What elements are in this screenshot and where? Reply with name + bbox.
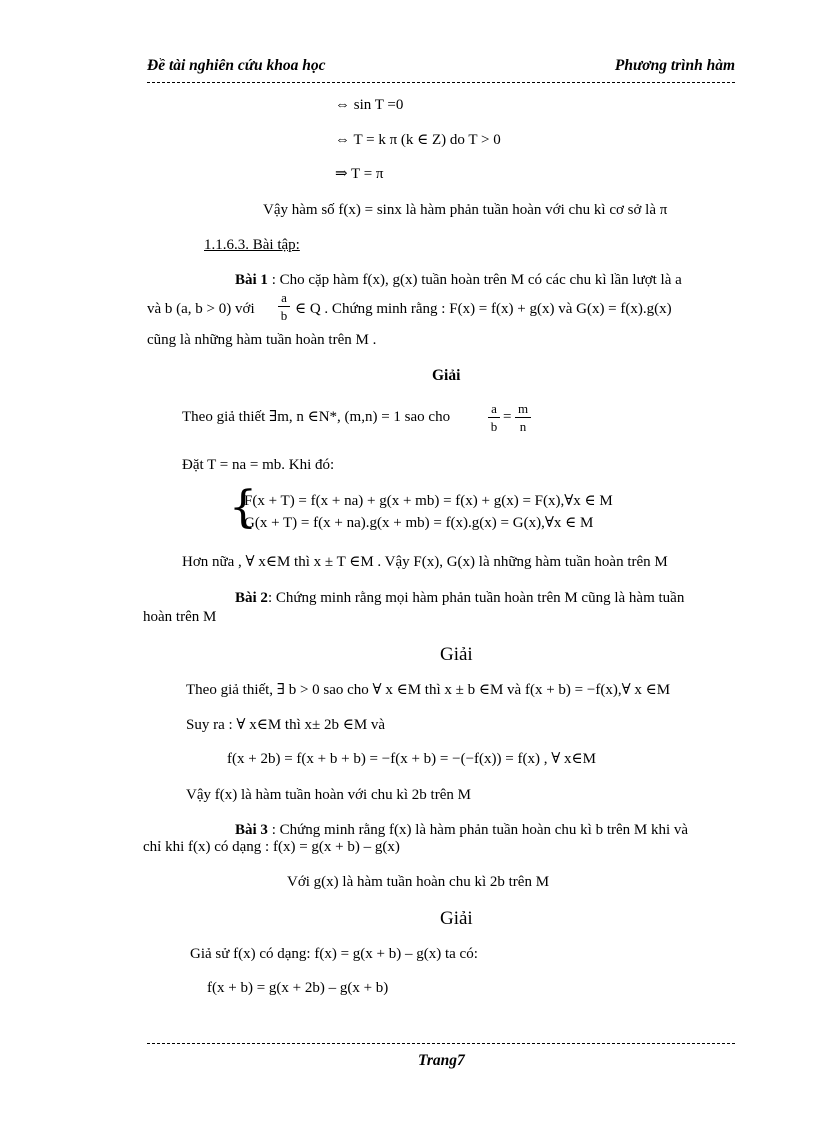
f-x-plus-b-equation: f(x + b) = g(x + 2b) – g(x + b) xyxy=(207,980,389,996)
exercise-1-line-2a: và b (a, b > 0) với xyxy=(147,301,255,317)
exercise-3-line-1: Bài 3 : Chứng minh rằng f(x) là hàm phản tuần hoàn chu kì b trên M khi và xyxy=(235,822,689,838)
header-subject: Phương trình hàm xyxy=(614,57,735,74)
given-line-2: Theo giả thiết, ∃ b > 0 sao cho ∀ x ∈M thì x ± b ∈M và f(x + b) = −f(x),∀ x ∈M xyxy=(186,682,671,698)
solution-heading-3: Giải xyxy=(440,908,473,929)
exercise-1-label: Bài 1 xyxy=(235,272,268,288)
equivalence-line-2: ⇔ T = k π (k ∈ Z) do T > 0 xyxy=(335,132,501,148)
section-heading: 1.1.6.3. Bài tập: xyxy=(204,237,300,253)
suppose-line: Giả sử f(x) có dạng: f(x) = g(x + b) – g(x) ta có: xyxy=(190,946,478,962)
footer-divider xyxy=(147,1043,735,1044)
equivalence-line-1: ⇔ sin T =0 xyxy=(335,97,404,113)
exercise-2-line-1: Bài 2: Chứng minh rằng mọi hàm phản tuần hoàn trên M cũng là hàm tuần xyxy=(235,590,685,606)
fraction-m-over-n: m n xyxy=(515,402,531,433)
exercise-1-line-2b: ∈ Q . Chứng minh rằng : F(x) = f(x) + g(x) và G(x) = f(x).g(x) xyxy=(295,301,672,317)
system-brace: { xyxy=(229,482,257,533)
solution-heading-1: Giải xyxy=(432,367,461,384)
exercise-3-label: Bài 3 xyxy=(235,822,268,838)
fraction-a-over-b-2: a b xyxy=(488,402,500,433)
define-T-line: Đặt T = na = mb. Khi đó: xyxy=(182,457,335,473)
conclusion-2-line: Vậy f(x) là hàm tuần hoàn với chu kì 2b trên M xyxy=(186,787,471,803)
f-2b-equation: f(x + 2b) = f(x + b + b) = −f(x + b) = −(−f(x)) = f(x) , ∀ x∈M xyxy=(227,751,596,767)
with-g-line: Với g(x) là hàm tuần hoàn chu kì 2b trên M xyxy=(287,874,550,890)
exercise-3-line-2: chỉ khi f(x) có dạng : f(x) = g(x + b) – g(x) xyxy=(143,839,400,855)
exercise-1-line-3: cũng là những hàm tuần hoàn trên M . xyxy=(147,332,377,348)
header-divider xyxy=(147,82,735,83)
implication-line: ⇒ T = π xyxy=(335,166,384,182)
therefore-line: Suy ra : ∀ x∈M thì x± 2b ∈M và xyxy=(186,717,386,733)
exercise-1-line-1: Bài 1 : Cho cặp hàm f(x), g(x) tuần hoàn trên M có các chu kì lần lượt là a xyxy=(235,272,682,288)
exercise-2-label: Bài 2 xyxy=(235,590,268,606)
equals-sign: = xyxy=(503,409,512,425)
solution-heading-2: Giải xyxy=(440,644,473,665)
system-equation-1: F(x + T) = f(x + na) + g(x + mb) = f(x) + g(x) = F(x),∀x ∈ M xyxy=(244,493,613,509)
header-title: Đề tài nghiên cứu khoa học xyxy=(147,57,326,74)
conclusion-line: Vậy hàm số f(x) = sinx là hàm phản tuần hoàn với chu kì cơ sở là π xyxy=(263,202,668,218)
exercise-2-line-2: hoàn trên M xyxy=(143,609,217,625)
page-number: Trang7 xyxy=(418,1052,465,1069)
system-equation-2: G(x + T) = f(x + na).g(x + mb) = f(x).g(x) = G(x),∀x ∈ M xyxy=(244,515,594,531)
moreover-line: Hơn nữa , ∀ x∈M thì x ± T ∈M . Vậy F(x), G(x) là những hàm tuần hoàn trên M xyxy=(182,554,668,570)
given-line-1: Theo giả thiết ∃m, n ∈N*, (m,n) = 1 sao cho xyxy=(182,409,451,425)
fraction-a-over-b: a b xyxy=(278,291,290,322)
